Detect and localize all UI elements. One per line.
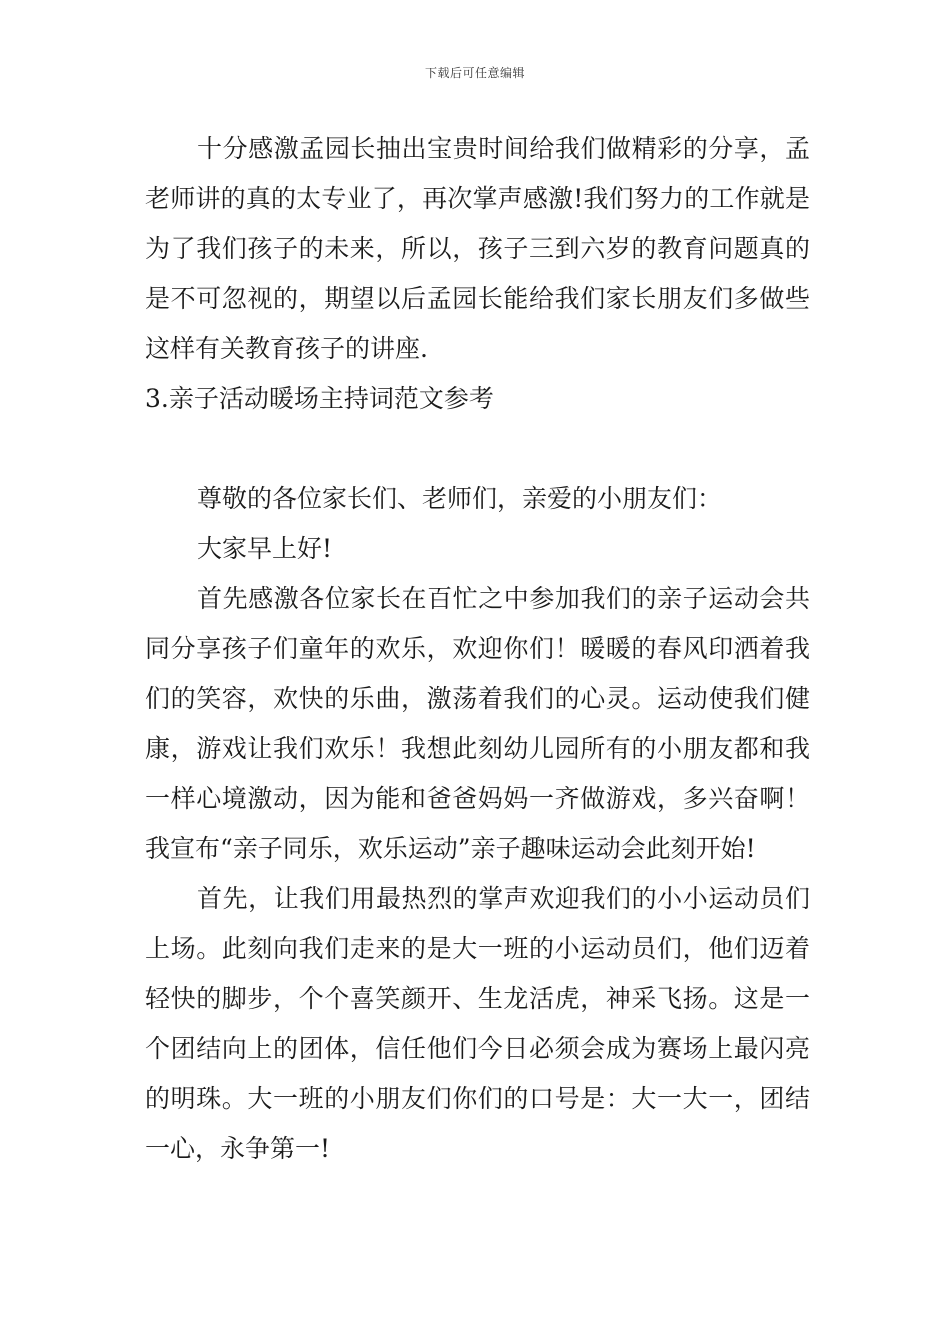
paragraph-thanks: 十分感激孟园长抽出宝贵时间给我们做精彩的分享，孟老师讲的真的太专业了，再次掌声感激!我们努力的工作就是为了我们孩子的未来，所以，孩子三到六岁的教育问题真的是不可忽视的，期望以后孟园长能给我们家长朋友们多做些这样有关教育孩子的讲座. — [145, 134, 810, 363]
section-heading: 3.亲子活动暖场主持词范文参考 — [145, 384, 494, 413]
blank-line — [145, 424, 810, 474]
salutation-line: 尊敬的各位家长们、老师们，亲爱的小朋友们： — [197, 484, 723, 513]
document-body — [145, 124, 810, 1174]
greeting-line: 大家早上好! — [197, 534, 333, 563]
paragraph-athletes-entry: 首先，让我们用最热烈的掌声欢迎我们的小小运动员们上场。此刻向我们走来的是大一班的小运动员们，他们迈着轻快的脚步，个个喜笑颜开、生龙活虎，神采飞扬。这是一个团结向上的团体，信任他们今日必须会成为赛场上最闪亮的明珠。大一班的小朋友们你们的口号是：大一大一，团结一心，永争第一! — [145, 884, 810, 1163]
paragraph-opening: 首先感激各位家长在百忙之中参加我们的亲子运动会共同分享孩子们童年的欢乐，欢迎你们！暖暖的春风印洒着我们的笑容，欢快的乐曲，激荡着我们的心灵。运动使我们健康，游戏让我们欢乐！我想此刻幼儿园所有的小朋友都和我一样心境激动，因为能和爸爸妈妈一齐做游戏，多兴奋啊！我宣布“亲子同乐，欢乐运动”亲子趣味运动会此刻开始! — [145, 584, 810, 863]
page-header-note: 下载后可任意编辑 — [424, 66, 525, 80]
